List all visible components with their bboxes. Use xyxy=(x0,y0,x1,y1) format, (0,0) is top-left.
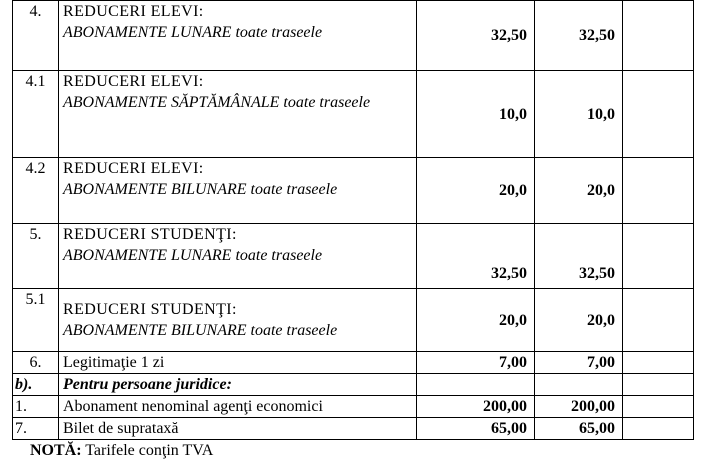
row-number: 5.1 xyxy=(13,289,59,352)
empty-cell xyxy=(535,374,623,396)
row-number: 5. xyxy=(13,224,59,289)
row-number: 7. xyxy=(13,418,59,440)
price-cell: 20,0 xyxy=(535,158,623,224)
price-cell: 32,50 xyxy=(535,1,623,71)
row-description: Bilet de suprataxă xyxy=(59,418,417,440)
empty-cell xyxy=(623,1,694,71)
note-text: Tarifele conţin TVA xyxy=(81,442,214,459)
row-title: REDUCERI ELEVI: xyxy=(63,3,204,20)
note-label: NOTĂ: xyxy=(30,442,82,459)
price-cell: 32,50 xyxy=(417,1,535,71)
row-number: 6. xyxy=(13,352,59,374)
row-subtitle: ABONAMENTE LUNARE toate traseele xyxy=(63,24,323,41)
vat-note xyxy=(30,441,213,461)
row-description xyxy=(59,158,417,224)
row-title: REDUCERI ELEVI: xyxy=(63,73,204,90)
section-heading: Pentru persoane juridice: xyxy=(59,374,417,396)
price-cell: 200,00 xyxy=(417,396,535,418)
table-row xyxy=(13,158,694,224)
row-subtitle: ABONAMENTE BILUNARE toate traseele xyxy=(63,322,338,339)
price-cell: 65,00 xyxy=(535,418,623,440)
empty-cell xyxy=(623,418,694,440)
empty-cell xyxy=(623,352,694,374)
row-title: REDUCERI STUDENŢI: xyxy=(63,226,237,243)
table-row xyxy=(13,1,694,71)
price-cell: 65,00 xyxy=(417,418,535,440)
row-subtitle: ABONAMENTE SĂPTĂMÂNALE toate traseele xyxy=(63,94,371,111)
empty-cell xyxy=(417,374,535,396)
section-number: b). xyxy=(13,374,59,396)
price-cell: 20,0 xyxy=(417,158,535,224)
price-cell: 32,50 xyxy=(535,224,623,289)
row-description: Abonament nenominal agenţi economici xyxy=(59,396,417,418)
price-cell: 20,0 xyxy=(535,289,623,352)
price-cell: 7,00 xyxy=(417,352,535,374)
empty-cell xyxy=(623,224,694,289)
price-cell: 32,50 xyxy=(417,224,535,289)
row-description xyxy=(59,289,417,352)
tariff-table xyxy=(12,0,694,440)
row-description xyxy=(59,224,417,289)
row-description: Legitimaţie 1 zi xyxy=(59,352,417,374)
price-cell: 7,00 xyxy=(535,352,623,374)
price-cell: 20,0 xyxy=(417,289,535,352)
table-row xyxy=(13,289,694,352)
row-subtitle: ABONAMENTE LUNARE toate traseele xyxy=(63,247,323,264)
empty-cell xyxy=(623,289,694,352)
table-row xyxy=(13,418,694,440)
empty-cell xyxy=(623,158,694,224)
empty-cell xyxy=(623,71,694,158)
empty-cell xyxy=(623,396,694,418)
row-description xyxy=(59,71,417,158)
table-row xyxy=(13,396,694,418)
row-number: 1. xyxy=(13,396,59,418)
price-cell: 10,0 xyxy=(417,71,535,158)
table-row xyxy=(13,71,694,158)
table-row xyxy=(13,352,694,374)
price-cell: 200,00 xyxy=(535,396,623,418)
price-cell: 10,0 xyxy=(535,71,623,158)
table-row xyxy=(13,224,694,289)
row-number: 4.2 xyxy=(13,158,59,224)
row-number: 4.1 xyxy=(13,71,59,158)
empty-cell xyxy=(623,374,694,396)
row-title: REDUCERI ELEVI: xyxy=(63,160,204,177)
row-subtitle: ABONAMENTE BILUNARE toate traseele xyxy=(63,181,338,198)
row-description xyxy=(59,1,417,71)
table-row xyxy=(13,374,694,396)
row-number: 4. xyxy=(13,1,59,71)
row-title: REDUCERI STUDENŢI: xyxy=(63,301,237,318)
